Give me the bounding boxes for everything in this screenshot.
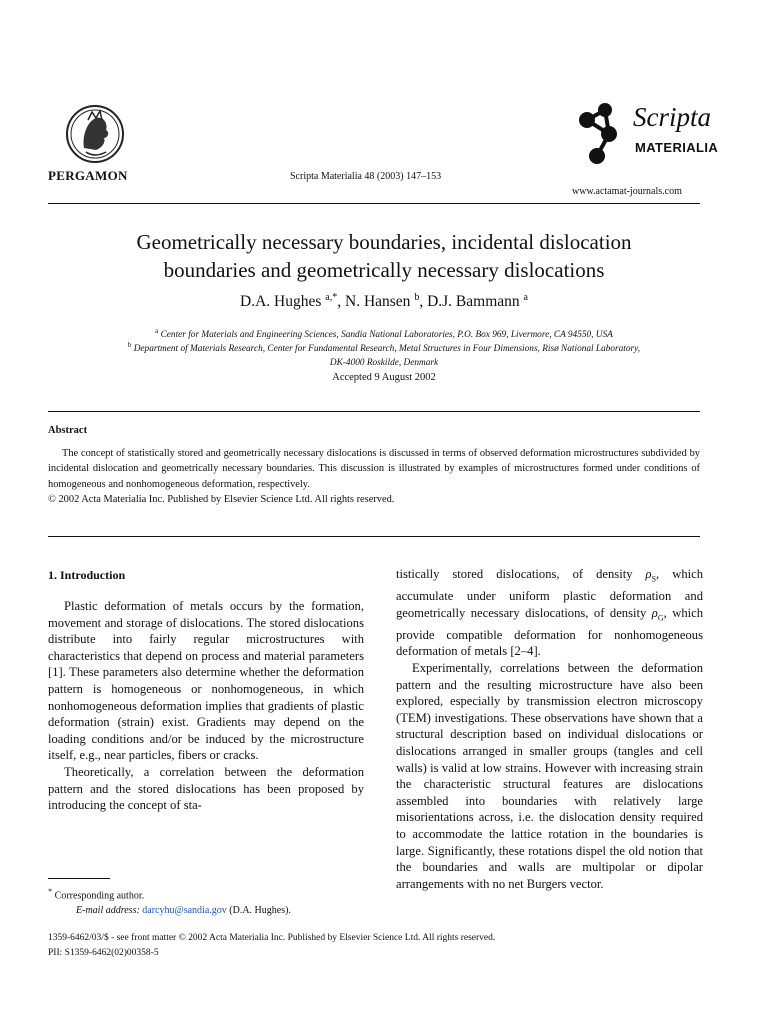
rho-symbol: ρ: [645, 567, 652, 581]
title-line: Geometrically necessary boundaries, incidental dislocation: [136, 230, 632, 254]
affiliation-mark: b: [127, 341, 132, 349]
article-title: [40, 228, 728, 284]
affiliation-text: Center for Materials and Engineering Sciences, Sandia National Laboratories, P.O. Box 969, Livermore, CA 94550, USA: [160, 330, 613, 341]
abstract-body: [48, 446, 700, 508]
publication-info: [48, 931, 495, 961]
right-column: [396, 566, 703, 892]
front-matter-line: 1359-6462/03/$ - see front matter © 2002 Acta Materialia Inc. Published by Elsevier Science Ltd. All rights reserved.: [48, 933, 496, 943]
logo-word-scripta: Scripta: [633, 102, 711, 132]
author-name: D.A. Hughes: [240, 293, 322, 311]
paragraph: [396, 566, 703, 660]
abstract-heading: Abstract: [48, 425, 88, 436]
author-separator: ,: [419, 293, 428, 311]
paragraph-text: , which provide compatible deformation for nonhomogeneous deformation of metals [2–4].: [396, 605, 703, 659]
paragraph: Plastic deformation of metals occurs by the formation, movement and storage of dislocations. The stored dislocations distribute into fairly regular microstructures with characteristics that depend on process and material parameters [1]. These parameters also determine whether the deformation pattern is homogeneous or nonhomogeneous, in which nonhomogeneous deformation implies that gradients of plastic deformation (strain) exist. Gradients may depend on the loading conditions and/or be induced by the microstructure itself, e.g., near particles, fibers or cracks.: [48, 599, 364, 763]
author-separator: ,: [337, 293, 345, 311]
email-owner: (D.A. Hughes).: [229, 905, 291, 917]
accepted-date: Accepted 9 August 2002: [332, 372, 436, 383]
rho-subscript: G: [657, 613, 664, 623]
abstract-copyright: © 2002 Acta Materialia Inc. Published by Elsevier Science Ltd. All rights reserved.: [48, 494, 395, 506]
paragraph: Theoretically, a correlation between the deformation pattern and the stored dislocations has been proposed by introducing the concept of sta-: [48, 764, 364, 813]
author-affiliation-mark: a,*: [325, 292, 338, 303]
left-column: [48, 598, 364, 814]
affiliation-text: Department of Materials Research, Center for Fundamental Research, Metal Structures in Four Dimensions, Risø National Laboratory,: [133, 344, 641, 355]
affiliation-mark: a: [155, 327, 159, 335]
header-divider: [48, 203, 700, 204]
paragraph-text: , which accumulate under uniform plastic deformation and geometrically necessary dislocations, of density: [396, 567, 703, 620]
abstract-bottom-divider: [48, 536, 700, 537]
rho-subscript: S: [651, 574, 657, 584]
title-line: boundaries and geometrically necessary dislocations: [163, 258, 605, 282]
footnote: [48, 884, 364, 918]
abstract-top-divider: [48, 411, 700, 412]
rho-symbol: ρ: [651, 605, 658, 620]
paragraph: Experimentally, correlations between the deformation pattern and the resulting microstructure have also been explored, especially by transmission electron microscopy (TEM) investigations. These observations have shown that a structural description based on individual dislocations or dislocations arranged in smaller groups (tangles and cell walls) is valid at low strains. However with increasing strain the characteristic structural features are dislocations assembled into boundaries with relatively large misorientations across, i.e. the dislocation density required to accommodate the lattice rotation in the boundaries is large. Significantly, these rotations dispel the old notion that the boundaries and walls are multipolar or dipolar arrangements with no net Burgers vector.: [396, 661, 703, 891]
affiliation-b: [40, 338, 728, 370]
email-link[interactable]: darcyhu@sandia.gov: [142, 905, 227, 917]
journal-reference: Scripta Materialia 48 (2003) 147–153: [290, 171, 442, 182]
publisher-name: PERGAMON: [48, 168, 128, 183]
pii-line: PII: S1359-6462(02)00358-5: [48, 948, 159, 958]
abstract-text: The concept of statistically stored and geometrically necessary dislocations is discussed in terms of observed deformation microstructures subdivided by incidental dislocation and geometrically necessary boundaries. This discussion is illustrated by examples of microstructures formed under conditions of homogeneous and nonhomogeneous deformation, respectively.: [48, 448, 700, 490]
footnote-mark: *: [48, 887, 53, 896]
journal-url[interactable]: www.actamat-journals.com: [572, 186, 682, 197]
section-heading: 1. Introduction: [48, 568, 126, 582]
affiliation-text: DK-4000 Roskilde, Denmark: [329, 358, 439, 369]
footnote-divider: [48, 878, 110, 879]
author-affiliation-mark: b: [414, 292, 420, 303]
journal-logo: [575, 98, 719, 166]
author-affiliation-mark: a: [523, 292, 528, 303]
author-name: N. Hansen: [345, 293, 411, 311]
author-name: D.J. Bammann: [427, 293, 520, 311]
publisher-emblem: [62, 98, 128, 170]
density-symbol-s: [645, 567, 657, 584]
footnote-text: Corresponding author.: [54, 890, 145, 902]
paragraph-text: tistically stored dislocations, of density: [396, 567, 646, 581]
author-list: [40, 292, 728, 311]
density-symbol-g: [651, 605, 664, 623]
email-label: E-mail address:: [76, 905, 140, 917]
logo-word-materialia: MATERIALIA: [635, 140, 719, 155]
